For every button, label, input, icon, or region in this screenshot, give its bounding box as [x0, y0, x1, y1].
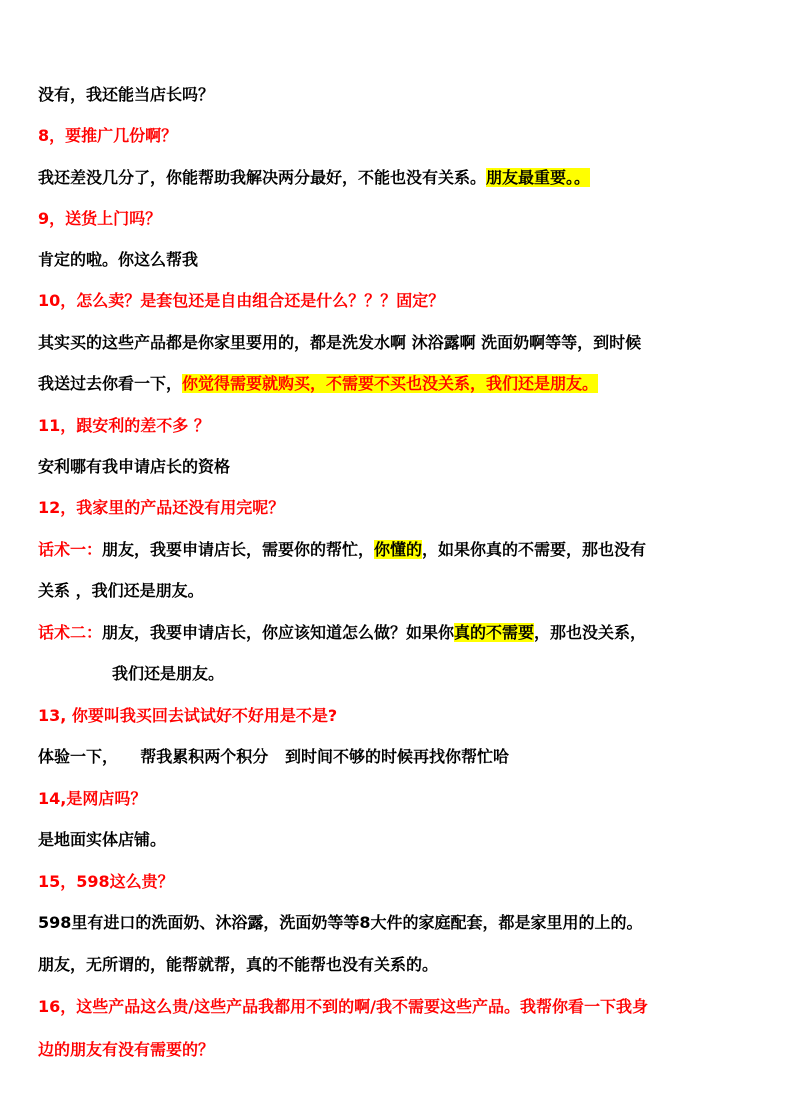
question-heading-9 — [38, 208, 762, 230]
script-label: 话术一： — [38, 540, 103, 559]
answer-text: 安利哪有我申请店长的资格 — [38, 457, 231, 476]
question-text: 16，这些产品这么贵/这些产品我都用不到的啊/我不需要这些产品。我帮你看一下我身 — [38, 997, 648, 1016]
highlighted-text: 你懂的 — [374, 540, 423, 559]
question-heading-14 — [38, 788, 762, 810]
question-heading-11 — [38, 415, 762, 437]
answer-text: 朋友，我要申请店长，需要你的帮忙， — [102, 540, 375, 559]
question-heading-10 — [38, 290, 762, 312]
question-text: 15，598这么贵？ — [38, 872, 174, 891]
question-heading-16-continued — [38, 1039, 762, 1061]
answer-text: 是地面实体店铺。 — [38, 830, 167, 849]
script-one-line — [38, 539, 762, 561]
question-heading-15 — [38, 871, 762, 893]
question-text: 13, 你要叫我买回去试试好不好用是不是? — [38, 706, 338, 725]
answer-text: 体验一下， 帮我累积两个积分 到时间不够的时候再找你帮忙哈 — [38, 747, 509, 766]
answer-line — [38, 829, 762, 851]
answer-text: 朋友，我要申请店长，你应该知道怎么做？如果你 — [102, 623, 455, 642]
answer-line — [38, 456, 762, 478]
answer-line — [38, 373, 762, 395]
answer-line — [38, 746, 762, 768]
question-heading-12 — [38, 497, 762, 519]
answer-text: 598里有进口的洗面奶、沐浴露，洗面奶等等8大件的家庭配套，都是家里用的上的。 — [38, 913, 643, 932]
question-heading-13 — [38, 705, 762, 727]
highlighted-text: 朋友最重要。 — [486, 168, 575, 187]
answer-text: 我送过去你看一下， — [38, 374, 183, 393]
question-text: 8，要推广几份啊？ — [38, 126, 178, 145]
question-text: 11，跟安利的差不多 ？ — [38, 416, 210, 435]
answer-line — [38, 912, 762, 934]
question-text: 12，我家里的产品还没有用完呢？ — [38, 498, 285, 517]
answer-line — [38, 954, 762, 976]
answer-line — [38, 249, 762, 271]
answer-line — [38, 167, 762, 189]
answer-line — [38, 332, 762, 354]
question-text: 10，怎么卖？是套包还是自由组合还是什么？？？固定？ — [38, 291, 445, 310]
answer-line — [112, 663, 762, 685]
answer-line — [38, 580, 762, 602]
script-label: 话术二： — [38, 623, 103, 642]
answer-text: 朋友，无所谓的，能帮就帮，真的不能帮也没有关系的。 — [38, 955, 439, 974]
question-heading-8 — [38, 125, 762, 147]
answer-text: 关系 ，我们还是朋友。 — [38, 581, 204, 600]
highlighted-text: 真的不需要 — [454, 623, 535, 642]
answer-text: 其实买的这些产品都是你家里要用的，都是洗发水啊 沐浴露啊 洗面奶啊等等，到时候 — [38, 333, 642, 352]
answer-text: 。 — [574, 168, 591, 187]
question-text: 9，送货上门吗？ — [38, 209, 162, 228]
question-text: 边的朋友有没有需要的？ — [38, 1040, 215, 1059]
answer-text: 我还差没几分了，你能帮助我解决两分最好，不能也没有关系。 — [38, 168, 487, 187]
question-text: 14,是网店吗？ — [38, 789, 147, 808]
answer-line — [38, 84, 762, 106]
answer-text: 我们还是朋友。 — [112, 664, 225, 683]
answer-text: ，那也没关系， — [534, 623, 647, 642]
answer-text: 没有，我还能当店长吗？ — [38, 85, 215, 104]
answer-text: ，如果你真的不需要，那也没有 — [422, 540, 647, 559]
script-two-line — [38, 622, 762, 644]
question-heading-16 — [38, 996, 762, 1018]
highlighted-text: 你觉得需要就购买，不需要不买也没关系，我们还是朋友。 — [182, 374, 599, 393]
answer-text: 肯定的啦。你这么帮我 — [38, 250, 199, 269]
